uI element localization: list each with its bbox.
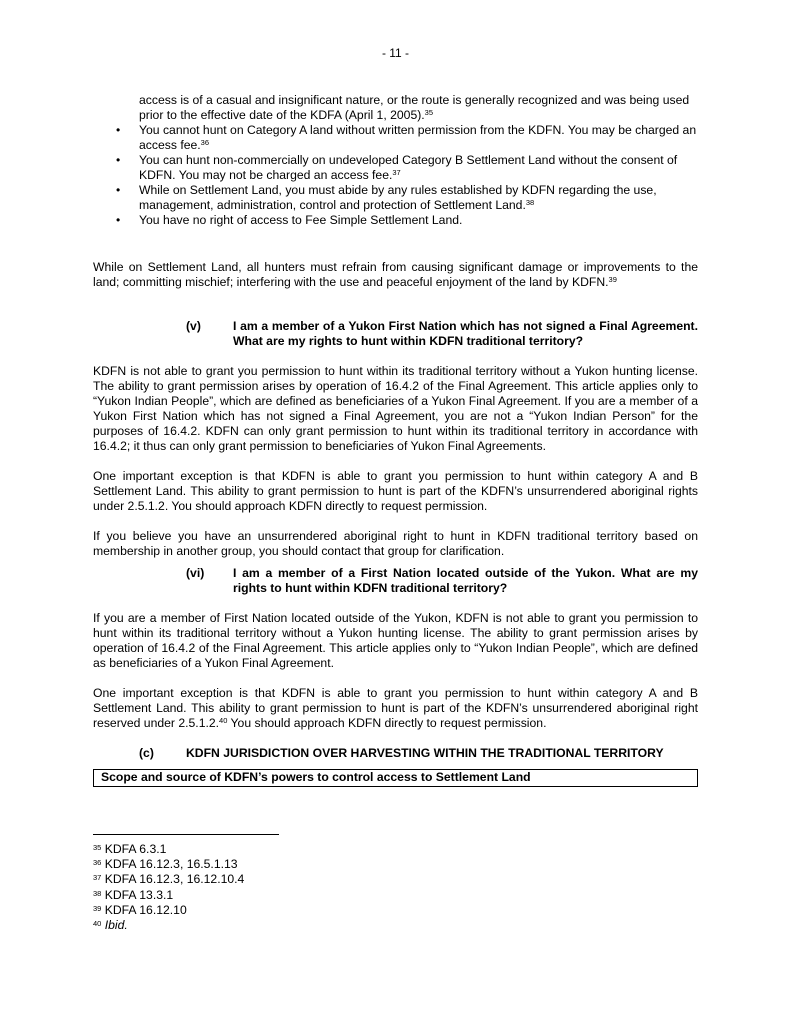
list-item-text: While on Settlement Land, you must abide by any rules established by KDFN regarding the use, management, administration, control and protection of Settlement Land. — [139, 183, 657, 212]
list-item — [93, 183, 698, 213]
paragraph-text: While on Settlement Land, all hunters must refrain from causing significant damage or improvements to the land; committing mischief; interfering with the use and peaceful enjoyment of the land by KDFN. — [93, 260, 698, 289]
footnote-ref: 39 — [608, 275, 617, 284]
bullet-dot: • — [116, 123, 121, 137]
bullet-dot: • — [116, 153, 121, 167]
page-body — [93, 93, 698, 787]
paragraph-vi2 — [93, 686, 698, 731]
page-number: - 11 - — [381, 46, 410, 60]
bullet-dot: • — [116, 183, 121, 197]
footnote — [93, 888, 244, 903]
footnote-number: 40 — [93, 919, 102, 929]
footnote-separator — [93, 834, 279, 835]
footnote-number: 35 — [93, 843, 102, 852]
heading-vi — [93, 566, 698, 596]
heading-v — [93, 319, 698, 349]
footnote-ref: 36 — [200, 138, 209, 147]
heading-text: I am a member of a Yukon First Nation which has not signed a Final Agreement. What are my rights to hunt within KDFN traditional territory? — [233, 319, 698, 348]
footnote-text: KDFA 16.12.10 — [104, 902, 187, 917]
footnote — [93, 857, 244, 872]
paragraph-v3: If you believe you have an unsurrendered aboriginal right to hunt in KDFN traditional territory based on membership in another group, you should contact that group for clarification. — [93, 529, 698, 558]
footnote-number: 39 — [93, 903, 102, 913]
heading-number: (v) — [186, 319, 201, 333]
paragraph-vi1: If you are a member of First Nation located outside of the Yukon, KDFN is not able to grant you permission to hunt within its traditional territory without a Yukon hunting license. The ability to grant permission arises by operation of 16.4.2 of the Final Agreement. This article applies only to “Yukon Indian People”, which are defined as beneficiaries of a Yukon Final Agreement. — [93, 611, 698, 670]
footnote — [93, 842, 244, 857]
footnote-text: KDFA 16.12.3, 16.5.1.13 — [104, 857, 238, 872]
section-c-heading — [93, 746, 698, 761]
list-item-text: You can hunt non-commercially on undeveloped Category B Settlement Land without the consent of KDFN. You may not be charged an access fee. — [139, 153, 678, 182]
paragraph-v1: KDFN is not able to grant you permission to hunt within its traditional territory without a Yukon hunting license. The ability to grant permission arises by operation of 16.4.2 of the Final Agreement. This article applies only to “Yukon Indian People”, which are defined as beneficiaries of a Yukon Final Agreement. If you are a member of a Yukon First Nation which has not signed a Final Agreement, you are not a “Yukon Indian Person” for the purposes of 16.4.2. KDFN can only grant permission to hunt within its traditional territory in accordance with 16.4.2; it thus can only grant permission to beneficiaries of Yukon Final Agreements. — [93, 364, 698, 453]
list-item — [93, 123, 698, 153]
section-number: (c) — [139, 746, 154, 760]
section-title: KDFN JURISDICTION OVER HARVESTING WITHIN THE TRADITIONAL TERRITORY — [186, 746, 664, 760]
footnote-text: KDFA 6.3.1 — [104, 842, 167, 856]
heading-number: (vi) — [186, 566, 205, 580]
footnote-text: Ibid. — [104, 918, 128, 933]
paragraph-text-after: You should approach KDFN directly to request permission. — [227, 716, 547, 730]
footnote — [93, 918, 244, 933]
footnote-ref: 38 — [525, 198, 535, 207]
bullet-dot: • — [116, 213, 121, 227]
footnote-ref: 40 — [219, 716, 228, 725]
footnote-text: KDFA 13.3.1 — [104, 887, 174, 902]
footnotes — [93, 842, 244, 933]
list-item — [93, 213, 698, 228]
paragraph-settlement-land — [93, 260, 698, 290]
footnote-number: 38 — [93, 888, 102, 898]
bullet-list — [93, 123, 698, 228]
footnote-ref: 35 — [424, 108, 434, 117]
bullet-continuation — [93, 93, 698, 123]
footnote — [93, 872, 244, 887]
bullet-continuation-text: access is of a casual and insignificant nature, or the route is generally recognized and was being used prior to the effective date of the KDFA (April 1, 2005). — [139, 93, 690, 122]
boxed-heading: Scope and source of KDFN’s powers to control access to Settlement Land — [93, 769, 698, 787]
footnote-number: 36 — [93, 858, 102, 868]
footnote-ref: 37 — [392, 168, 401, 177]
list-item-text: You cannot hunt on Category A land without written permission from the KDFN. You may be charged an access fee. — [139, 123, 697, 152]
paragraph-text: One important exception is that KDFN is able to grant you permission to hunt within category A and B Settlement Land. This ability to grant permission to hunt is part of the KDFN’s unsurrendered aboriginal right reserved under 2.5.1.2. — [93, 686, 698, 730]
heading-text: I am a member of a First Nation located outside of the Yukon. What are my rights to hunt within KDFN traditional territory? — [233, 566, 698, 595]
list-item — [93, 153, 698, 183]
paragraph-v2: One important exception is that KDFN is able to grant you permission to hunt within category A and B Settlement Land. This ability to grant permission to hunt is part of the KDFN’s unsurrendered aboriginal rights under 2.5.1.2. You should approach KDFN directly to request permission. — [93, 469, 698, 513]
list-item-text: You have no right of access to Fee Simple Settlement Land. — [139, 213, 463, 227]
footnote-text: KDFA 16.12.3, 16.12.10.4 — [104, 872, 245, 887]
footnote — [93, 903, 244, 918]
footnote-number: 37 — [93, 873, 102, 883]
